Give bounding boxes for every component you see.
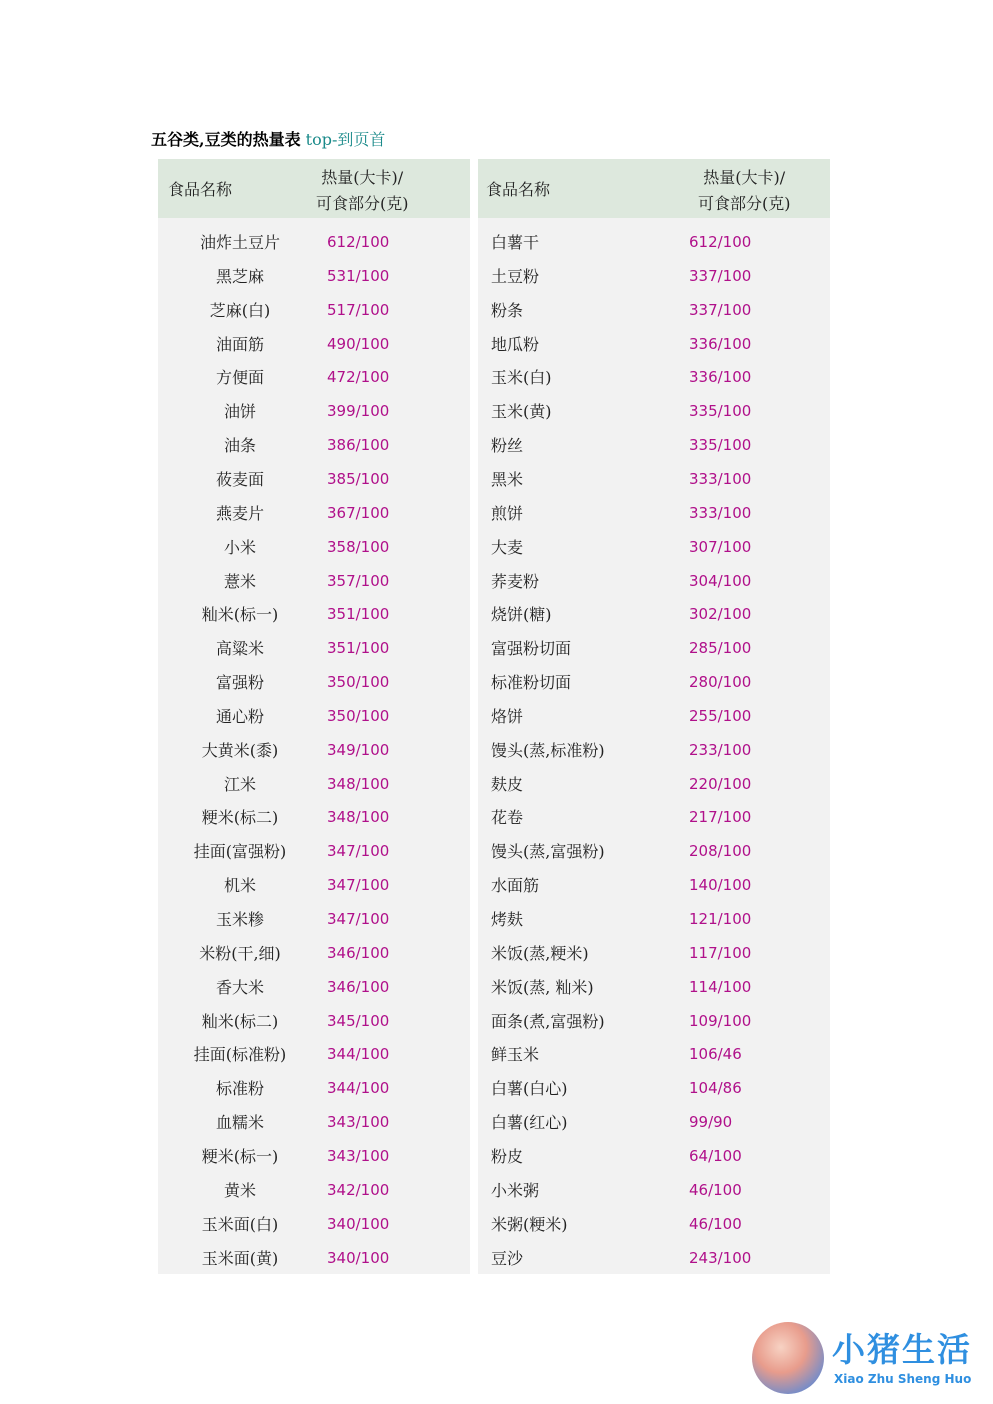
food-name: 麸皮 (491, 774, 524, 794)
calorie-value: 335/100 (689, 436, 752, 455)
food-name: 粳米(标二) (201, 808, 279, 828)
table-row (158, 264, 470, 298)
calorie-value: 343/100 (327, 1113, 390, 1132)
calorie-value: 472/100 (327, 368, 390, 387)
food-name: 富强粉 (215, 673, 264, 693)
table-row (158, 1110, 470, 1144)
calorie-value: 346/100 (327, 943, 390, 962)
calorie-value: 350/100 (327, 673, 390, 692)
food-name: 大麦 (491, 537, 524, 557)
brand-logo (752, 1322, 988, 1394)
calorie-value: 367/100 (327, 503, 390, 522)
food-name: 白薯(白心) (491, 1079, 568, 1099)
food-name: 馒头(蒸,标准粉) (491, 740, 605, 760)
table-row (478, 704, 830, 738)
table-row (158, 433, 470, 467)
calorie-value: 358/100 (327, 537, 390, 556)
food-name: 籼米(标一) (201, 605, 279, 625)
food-name: 土豆粉 (491, 266, 540, 286)
table-row (478, 535, 830, 569)
calorie-value: 333/100 (689, 503, 752, 522)
food-name: 籼米(标二) (201, 1011, 279, 1031)
top-link[interactable]: top-到页首 (305, 130, 386, 149)
left-table-header (158, 159, 470, 218)
calorie-value: 340/100 (327, 1248, 390, 1267)
header-calories-line1: 热量(大卡)/ (703, 168, 786, 187)
calorie-value: 337/100 (689, 300, 752, 319)
table-row (158, 1076, 470, 1110)
calorie-value: 336/100 (689, 368, 752, 387)
food-name: 油面筋 (215, 334, 264, 354)
table-row (478, 399, 830, 433)
calorie-value: 333/100 (689, 469, 752, 488)
header-food-name: 食品名称 (168, 180, 233, 199)
calorie-value: 612/100 (327, 233, 390, 251)
table-row (478, 1110, 830, 1144)
calorie-value: 386/100 (327, 436, 390, 455)
calorie-value: 345/100 (327, 1011, 390, 1030)
header-calories (698, 165, 791, 217)
right-table (478, 159, 830, 1274)
food-name: 鲜玉米 (491, 1045, 540, 1065)
table-row (158, 1042, 470, 1076)
calorie-value: 217/100 (689, 808, 752, 827)
food-name: 米饭(蒸,粳米) (491, 943, 589, 963)
food-name: 地瓜粉 (491, 334, 540, 354)
table-row (158, 569, 470, 603)
food-name: 油炸土豆片 (199, 233, 280, 252)
table-row (478, 433, 830, 467)
calorie-value: 344/100 (327, 1079, 390, 1098)
food-name: 黄米 (223, 1180, 256, 1200)
calorie-value: 117/100 (689, 943, 752, 962)
calorie-value: 346/100 (327, 977, 390, 996)
calorie-value: 304/100 (689, 571, 752, 590)
food-name: 通心粉 (215, 706, 264, 726)
calorie-value: 285/100 (689, 639, 752, 658)
calorie-value: 121/100 (689, 910, 752, 928)
calorie-value: 336/100 (689, 334, 752, 353)
calorie-value: 347/100 (327, 876, 390, 895)
table-row (478, 1042, 830, 1076)
calorie-value: 46/100 (689, 1214, 742, 1233)
calorie-value: 342/100 (327, 1180, 390, 1199)
calorie-value: 399/100 (327, 402, 390, 421)
calorie-value: 99/90 (689, 1113, 733, 1132)
food-name: 玉米(白) (491, 368, 552, 388)
table-row (158, 704, 470, 738)
calorie-value: 109/100 (689, 1011, 752, 1030)
food-name: 挂面(富强粉) (193, 842, 287, 862)
food-name: 烧饼(糖) (491, 605, 552, 625)
table-row (158, 907, 470, 941)
table-row (158, 1009, 470, 1043)
food-name: 血糯米 (215, 1113, 264, 1133)
table-row (478, 670, 830, 704)
calorie-value: 344/100 (327, 1045, 390, 1064)
food-name: 挂面(标准粉) (193, 1045, 287, 1065)
calorie-value: 114/100 (689, 977, 752, 996)
food-name: 小米粥 (491, 1180, 540, 1200)
table-row (158, 535, 470, 569)
table-row (158, 772, 470, 806)
table-row (158, 365, 470, 399)
food-name: 机米 (223, 876, 256, 896)
calorie-value: 46/100 (689, 1180, 742, 1199)
table-row (478, 1212, 830, 1246)
food-name: 米粥(粳米) (491, 1214, 568, 1234)
food-name: 白薯干 (491, 233, 540, 252)
food-name: 馒头(蒸,富强粉) (491, 842, 605, 862)
food-name: 玉米面(黄) (201, 1248, 279, 1268)
calorie-value: 347/100 (327, 842, 390, 861)
table-row (478, 230, 830, 264)
food-name: 粉丝 (491, 436, 524, 456)
table-row (478, 332, 830, 366)
calorie-value: 280/100 (689, 673, 752, 692)
calorie-value: 349/100 (327, 740, 390, 759)
food-name: 小米 (223, 537, 256, 557)
food-name: 燕麦片 (215, 503, 264, 523)
food-name: 玉米面(白) (201, 1214, 279, 1234)
calorie-value: 255/100 (689, 706, 752, 725)
calorie-value: 531/100 (327, 266, 390, 285)
food-name: 烤麸 (491, 910, 524, 929)
food-name: 大黄米(黍) (201, 740, 279, 760)
header-calories-line2: 可食部分(克) (698, 194, 791, 213)
food-name: 芝麻(白) (209, 300, 271, 320)
calorie-value: 140/100 (689, 876, 752, 895)
calorie-value: 64/100 (689, 1146, 742, 1165)
calorie-value: 612/100 (689, 233, 752, 251)
page-title (151, 127, 385, 150)
table-row (158, 399, 470, 433)
table-row (158, 602, 470, 636)
table-row (478, 873, 830, 907)
header-calories (316, 165, 409, 217)
calorie-value: 348/100 (327, 808, 390, 827)
table-row (478, 636, 830, 670)
calorie-value: 385/100 (327, 469, 390, 488)
food-name: 面条(煮,富强粉) (491, 1011, 605, 1031)
table-row (478, 569, 830, 603)
food-name: 豆沙 (491, 1248, 524, 1268)
calorie-value: 348/100 (327, 774, 390, 793)
table-row (478, 805, 830, 839)
food-name: 煎饼 (491, 503, 524, 523)
header-calories-line1: 热量(大卡)/ (321, 168, 404, 187)
table-row (158, 1212, 470, 1246)
logo-text-en: Xiao Zhu Sheng Huo (834, 1372, 972, 1386)
table-row (478, 1144, 830, 1178)
table-row (158, 941, 470, 975)
food-name: 富强粉切面 (491, 639, 572, 659)
table-row (478, 602, 830, 636)
calorie-value: 351/100 (327, 639, 390, 658)
table-row (158, 298, 470, 332)
food-name: 水面筋 (491, 876, 540, 896)
table-row (478, 907, 830, 941)
table-row (158, 975, 470, 1009)
table-row (158, 467, 470, 501)
food-name: 荞麦粉 (491, 571, 540, 591)
calorie-value: 106/46 (689, 1045, 742, 1064)
title-text: 五谷类,豆类的热量表 (151, 130, 301, 149)
food-name: 花卷 (491, 808, 524, 828)
table-row (158, 805, 470, 839)
food-name: 莜麦面 (215, 469, 264, 489)
header-food-name: 食品名称 (486, 180, 551, 199)
table-row (478, 975, 830, 1009)
calorie-value: 243/100 (689, 1248, 752, 1267)
logo-text-cn: 小猪生活 (832, 1330, 972, 1369)
calorie-value: 335/100 (689, 402, 752, 421)
table-row (478, 298, 830, 332)
food-name: 油条 (223, 436, 256, 456)
table-row (158, 501, 470, 535)
food-name: 玉米糁 (215, 910, 264, 929)
food-name: 江米 (223, 774, 256, 794)
pig-mascot-icon (752, 1322, 824, 1394)
calorie-value: 220/100 (689, 774, 752, 793)
food-name: 黑芝麻 (215, 266, 264, 286)
table-row (478, 1009, 830, 1043)
food-name: 粳米(标一) (201, 1146, 279, 1166)
food-name: 粉皮 (491, 1146, 524, 1166)
table-row (478, 941, 830, 975)
table-row (158, 636, 470, 670)
calorie-value: 208/100 (689, 842, 752, 861)
table-row (478, 772, 830, 806)
calorie-value: 490/100 (327, 334, 390, 353)
calorie-value: 307/100 (689, 537, 752, 556)
calorie-value: 340/100 (327, 1214, 390, 1233)
food-name: 粉条 (491, 300, 524, 320)
table-row (478, 1246, 830, 1280)
calorie-value: 351/100 (327, 605, 390, 624)
calorie-value: 517/100 (327, 300, 390, 319)
table-row (158, 738, 470, 772)
table-row (478, 839, 830, 873)
calorie-value: 302/100 (689, 605, 752, 624)
table-row (158, 1246, 470, 1280)
table-row (478, 467, 830, 501)
calorie-value: 233/100 (689, 740, 752, 759)
table-row (478, 501, 830, 535)
food-name: 薏米 (223, 571, 256, 591)
food-name: 米粉(干,细) (199, 943, 281, 963)
food-name: 标准粉 (215, 1079, 264, 1099)
food-name: 烙饼 (491, 706, 524, 726)
table-row (478, 738, 830, 772)
food-name: 标准粉切面 (491, 673, 572, 693)
header-calories-line2: 可食部分(克) (316, 194, 409, 213)
food-name: 方便面 (215, 368, 264, 388)
table-row (478, 1178, 830, 1212)
calorie-value: 347/100 (327, 910, 390, 928)
table-row (158, 1144, 470, 1178)
table-row (158, 839, 470, 873)
table-row (158, 873, 470, 907)
table-row (158, 1178, 470, 1212)
table-row (478, 365, 830, 399)
table-row (478, 1076, 830, 1110)
table-row (158, 230, 470, 264)
food-name: 玉米(黄) (491, 402, 552, 422)
food-name: 米饭(蒸, 籼米) (491, 977, 594, 997)
left-table (158, 159, 470, 1274)
table-row (158, 332, 470, 366)
calorie-value: 104/86 (689, 1079, 742, 1098)
right-table-header (478, 159, 830, 218)
food-name: 高粱米 (215, 639, 264, 659)
calorie-value: 357/100 (327, 571, 390, 590)
food-name: 白薯(红心) (491, 1113, 568, 1133)
food-name: 香大米 (215, 977, 264, 997)
calorie-value: 350/100 (327, 706, 390, 725)
food-name: 黑米 (491, 469, 524, 489)
food-name: 油饼 (223, 402, 256, 422)
table-row (478, 264, 830, 298)
table-row (158, 670, 470, 704)
calorie-value: 343/100 (327, 1146, 390, 1165)
calorie-value: 337/100 (689, 266, 752, 285)
